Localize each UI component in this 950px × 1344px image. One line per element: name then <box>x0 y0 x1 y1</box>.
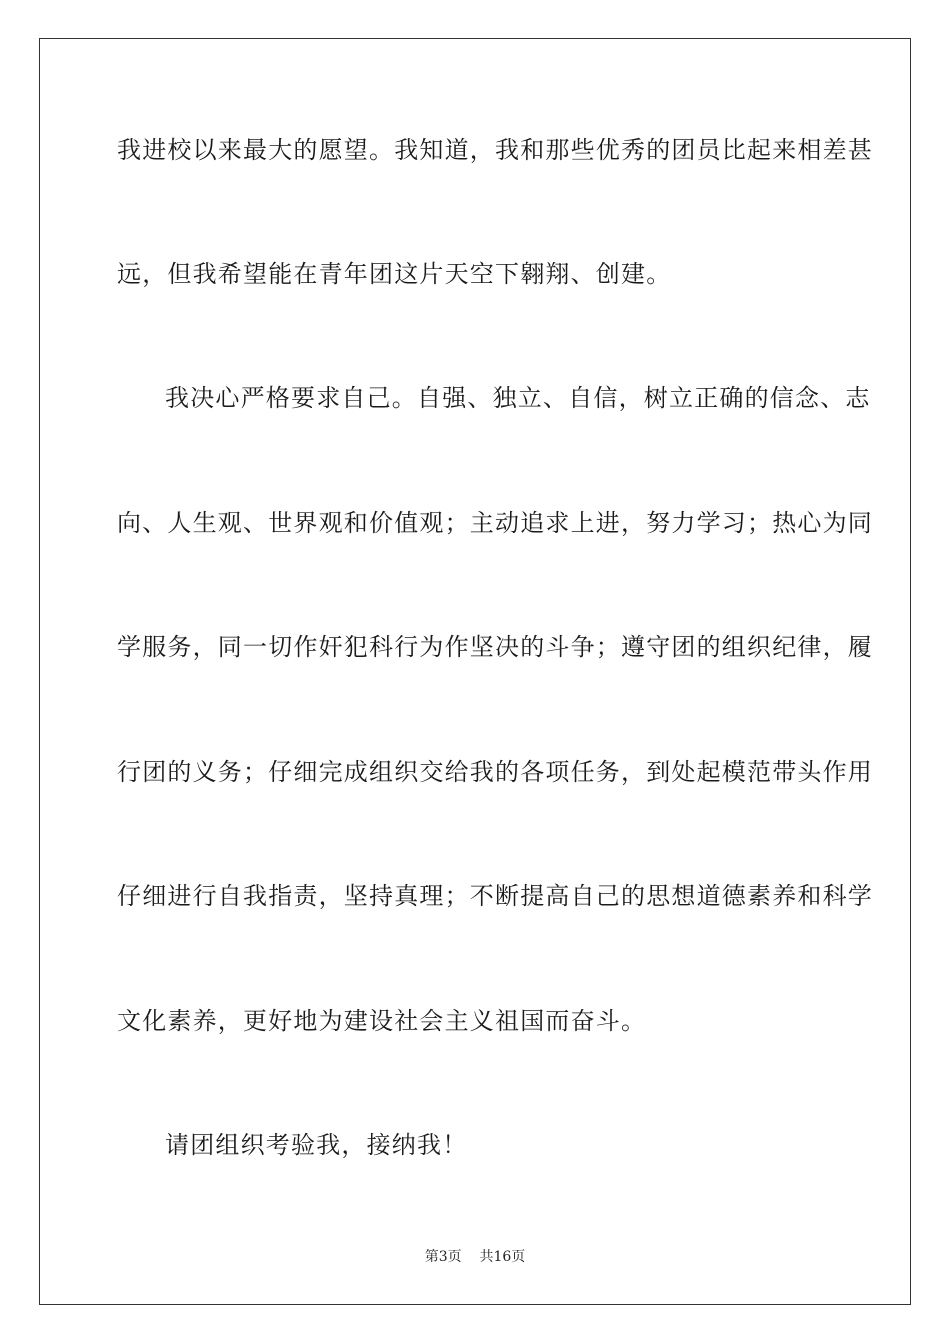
text-line-2: 远，但我希望能在青年团这片天空下翱翔、创建。 <box>117 260 672 288</box>
text-line-9: 请团组织考验我，接纳我！ <box>165 1131 468 1159</box>
text-line-4: 向、人生观、世界观和价值观；主动追求上进，努力学习；热心为同 <box>117 509 873 537</box>
page-total: 共16页 <box>479 1249 526 1265</box>
page-footer <box>0 1248 950 1266</box>
text-line-3: 我决心严格要求自己。自强、独立、自信，树立正确的信念、志 <box>165 384 871 412</box>
text-line-1: 我进校以来最大的愿望。我知道，我和那些优秀的团员比起来相差甚 <box>117 136 873 164</box>
text-line-6: 行团的义务；仔细完成组织交给我的各项任务，到处起模范带头作用 <box>117 758 873 786</box>
page-number: 第3页 <box>424 1249 462 1265</box>
text-line-8: 文化素养，更好地为建设社会主义祖国而奋斗。 <box>117 1007 647 1035</box>
page-border <box>39 38 911 1305</box>
text-line-5: 学服务，同一切作奸犯科行为作坚决的斗争；遵守团的组织纪律，履 <box>117 633 873 661</box>
text-line-7: 仔细进行自我指责，坚持真理；不断提高自己的思想道德素养和科学 <box>117 882 873 910</box>
